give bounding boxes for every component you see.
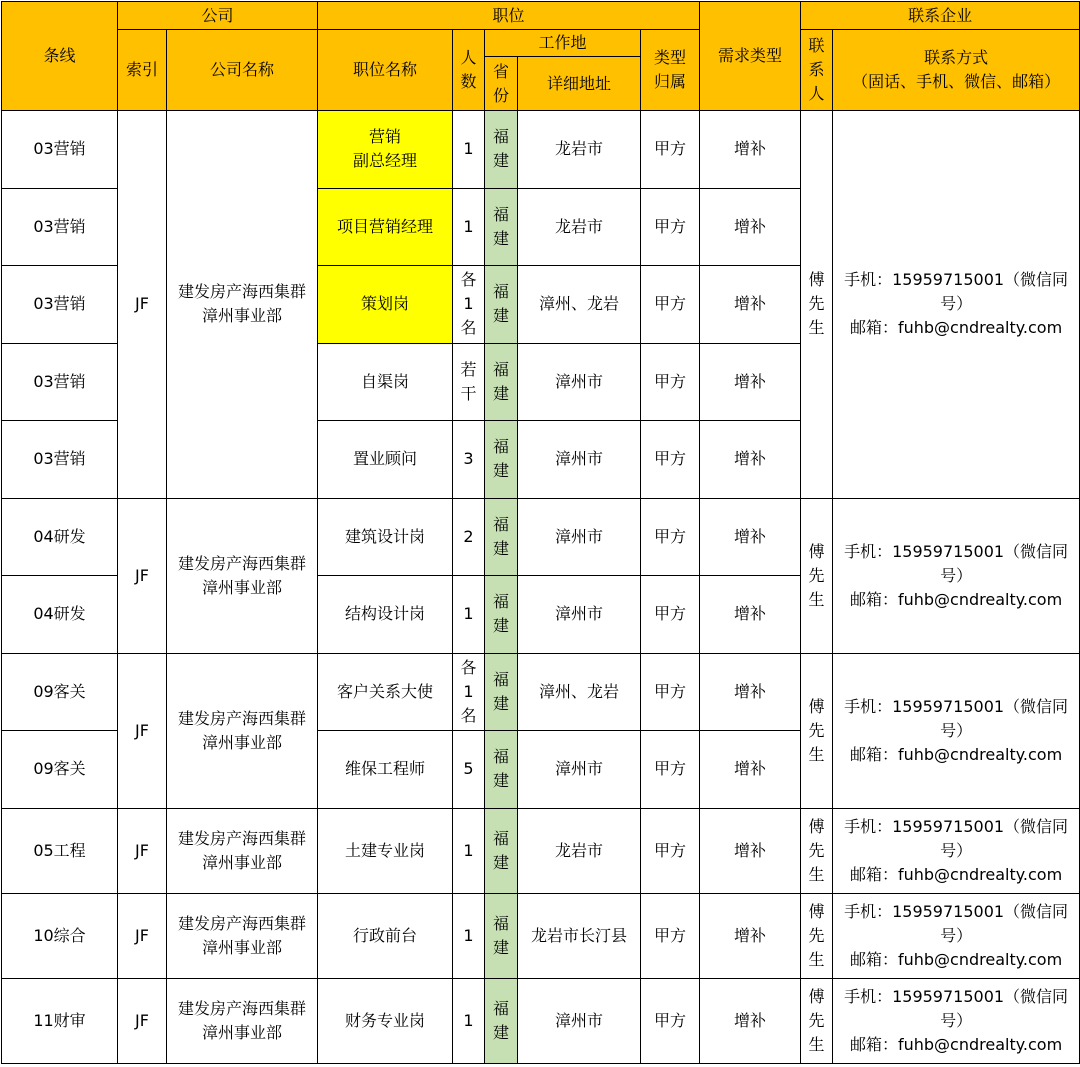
province-cell	[485, 111, 518, 189]
contact-method-cell	[833, 653, 1080, 808]
province-value: 福建	[493, 127, 510, 171]
contact-person-value: 傅先生	[808, 270, 825, 338]
headcount-cell	[453, 421, 485, 499]
position-name-line: 维保工程师	[345, 759, 426, 779]
company-name-line: 建发房产海西集群	[178, 553, 307, 573]
demand-cell: 增补	[700, 731, 801, 809]
company-cell	[167, 498, 318, 653]
headcount-value: 1	[463, 604, 474, 624]
position-cell	[318, 576, 453, 654]
address-cell: 漳州市	[518, 498, 641, 576]
type-cell: 甲方	[641, 421, 700, 499]
position-cell	[318, 653, 453, 731]
headcount-value: 5	[463, 759, 474, 779]
company-cell	[167, 111, 318, 499]
headcount-value: 1	[463, 840, 474, 860]
type-cell: 甲方	[641, 653, 700, 731]
province-value: 福建	[493, 828, 510, 872]
contact-person-cell	[801, 498, 833, 653]
position-name-line: 行政前台	[353, 925, 418, 945]
type-cell: 甲方	[641, 111, 700, 189]
company-cell	[167, 978, 318, 1063]
position-name-line: 客户关系大使	[337, 681, 434, 701]
province-cell	[485, 421, 518, 499]
position-name-line: 项目营销经理	[337, 216, 434, 236]
contact-email: 邮箱：fuhb@cndrealty.com	[849, 864, 1063, 884]
contact-person-cell	[801, 111, 833, 499]
contact-person-value: 傅先生	[808, 986, 825, 1054]
header-company-name: 公司名称	[167, 30, 318, 111]
company-cell	[167, 893, 318, 978]
table-row	[2, 111, 1080, 189]
table-row	[2, 653, 1080, 731]
contact-person-cell	[801, 808, 833, 893]
headcount-value: 各1名	[460, 270, 477, 338]
contact-person-value: 傅先生	[808, 541, 825, 609]
contact-email: 邮箱：fuhb@cndrealty.com	[849, 1034, 1063, 1054]
address-cell: 龙岩市	[518, 188, 641, 266]
position-name-line: 营销	[369, 127, 402, 147]
province-cell	[485, 653, 518, 731]
province-cell	[485, 731, 518, 809]
company-name-line: 建发房产海西集群	[178, 913, 307, 933]
demand-cell: 增补	[700, 653, 801, 731]
province-value: 福建	[493, 204, 510, 248]
demand-cell: 增补	[700, 808, 801, 893]
header-address: 详细地址	[518, 57, 641, 111]
line-cell: 05工程	[2, 808, 118, 893]
header-company-group: 公司	[118, 2, 318, 30]
contact-phone: 手机：15959715001（微信同号）	[844, 816, 1069, 860]
line-cell: 03营销	[2, 343, 118, 421]
type-cell: 甲方	[641, 731, 700, 809]
type-cell: 甲方	[641, 266, 700, 344]
position-name-line: 建筑设计岗	[345, 526, 426, 546]
company-name-line: 漳州事业部	[202, 937, 283, 957]
position-cell	[318, 978, 453, 1063]
headcount-value: 1	[463, 216, 474, 236]
demand-cell: 增补	[700, 498, 801, 576]
header-contact-method: 联系方式 （固话、手机、微信、邮箱）	[833, 30, 1080, 111]
demand-cell: 增补	[700, 343, 801, 421]
address-cell: 龙岩市长汀县	[518, 893, 641, 978]
demand-cell: 增补	[700, 893, 801, 978]
company-cell	[167, 653, 318, 808]
contact-phone: 手机：15959715001（微信同号）	[844, 986, 1069, 1030]
headcount-value: 1	[463, 139, 474, 159]
contact-phone: 手机：15959715001（微信同号）	[844, 270, 1069, 314]
address-cell: 漳州市	[518, 576, 641, 654]
headcount-cell	[453, 188, 485, 266]
company-name-line: 漳州事业部	[202, 577, 283, 597]
position-name-line: 财务专业岗	[345, 1010, 426, 1030]
demand-cell: 增补	[700, 978, 801, 1063]
type-cell: 甲方	[641, 978, 700, 1063]
type-cell: 甲方	[641, 576, 700, 654]
position-name-line: 策划岗	[361, 294, 410, 314]
line-cell: 04研发	[2, 498, 118, 576]
province-value: 福建	[493, 913, 510, 957]
company-name-line: 建发房产海西集群	[178, 708, 307, 728]
contact-email: 邮箱：fuhb@cndrealty.com	[849, 318, 1063, 338]
company-name-line: 漳州事业部	[202, 1022, 283, 1042]
contact-method-cell	[833, 111, 1080, 499]
contact-email: 邮箱：fuhb@cndrealty.com	[849, 589, 1063, 609]
address-cell: 漳州市	[518, 731, 641, 809]
demand-cell: 增补	[700, 111, 801, 189]
company-name-line: 漳州事业部	[202, 732, 283, 752]
line-cell: 03营销	[2, 188, 118, 266]
headcount-value: 各1名	[460, 657, 477, 725]
company-name-line: 建发房产海西集群	[178, 998, 307, 1018]
address-cell: 龙岩市	[518, 808, 641, 893]
province-value: 福建	[493, 998, 510, 1042]
address-cell: 漳州、龙岩	[518, 653, 641, 731]
header-index: 索引	[118, 30, 167, 111]
province-value: 福建	[493, 282, 510, 326]
province-cell	[485, 498, 518, 576]
index-cell: JF	[118, 808, 167, 893]
company-cell	[167, 808, 318, 893]
headcount-cell	[453, 576, 485, 654]
headcount-cell	[453, 808, 485, 893]
contact-person-cell	[801, 653, 833, 808]
contact-person-cell	[801, 978, 833, 1063]
province-value: 福建	[493, 514, 510, 558]
index-cell: JF	[118, 498, 167, 653]
contact-method-cell	[833, 808, 1080, 893]
company-name-line: 漳州事业部	[202, 852, 283, 872]
index-cell: JF	[118, 653, 167, 808]
province-cell	[485, 576, 518, 654]
position-cell	[318, 188, 453, 266]
table-header	[2, 2, 1080, 111]
contact-email: 邮箱：fuhb@cndrealty.com	[849, 949, 1063, 969]
contact-method-cell	[833, 498, 1080, 653]
province-value: 福建	[493, 359, 510, 403]
table-row	[2, 808, 1080, 893]
province-cell	[485, 978, 518, 1063]
table-row	[2, 893, 1080, 978]
province-cell	[485, 808, 518, 893]
line-cell: 09客关	[2, 653, 118, 731]
type-cell: 甲方	[641, 188, 700, 266]
contact-method-cell	[833, 978, 1080, 1063]
header-contact-person: 联系人	[801, 30, 833, 111]
contact-phone: 手机：15959715001（微信同号）	[844, 541, 1069, 585]
headcount-value: 3	[463, 449, 474, 469]
province-value: 福建	[493, 592, 510, 636]
header-line: 条线	[2, 2, 118, 111]
line-cell: 03营销	[2, 111, 118, 189]
header-position-name: 职位名称	[318, 30, 453, 111]
province-cell	[485, 266, 518, 344]
position-name-line: 自渠岗	[361, 371, 410, 391]
province-value: 福建	[493, 437, 510, 481]
position-name-line: 结构设计岗	[345, 604, 426, 624]
header-headcount: 人数	[453, 30, 485, 111]
header-workplace: 工作地	[485, 30, 641, 57]
type-cell: 甲方	[641, 893, 700, 978]
address-cell: 漳州市	[518, 421, 641, 499]
header-type-belong: 类型归属	[641, 30, 700, 111]
index-cell: JF	[118, 111, 167, 499]
header-contact-group: 联系企业	[801, 2, 1080, 30]
demand-cell: 增补	[700, 188, 801, 266]
demand-cell: 增补	[700, 576, 801, 654]
headcount-cell	[453, 893, 485, 978]
province-cell	[485, 893, 518, 978]
position-name-line: 副总经理	[353, 151, 418, 171]
position-cell	[318, 808, 453, 893]
position-cell	[318, 343, 453, 421]
position-cell	[318, 731, 453, 809]
headcount-value: 1	[463, 925, 474, 945]
recruitment-table	[1, 1, 1080, 1064]
position-cell	[318, 266, 453, 344]
type-cell: 甲方	[641, 808, 700, 893]
position-cell	[318, 421, 453, 499]
headcount-cell	[453, 653, 485, 731]
headcount-cell	[453, 498, 485, 576]
position-cell	[318, 111, 453, 189]
contact-person-value: 傅先生	[808, 816, 825, 884]
line-cell: 11财审	[2, 978, 118, 1063]
contact-method-cell	[833, 893, 1080, 978]
type-cell: 甲方	[641, 343, 700, 421]
demand-cell: 增补	[700, 266, 801, 344]
headcount-cell	[453, 111, 485, 189]
headcount-cell	[453, 266, 485, 344]
province-cell	[485, 343, 518, 421]
index-cell: JF	[118, 893, 167, 978]
company-name-line: 建发房产海西集群	[178, 282, 307, 302]
position-cell	[318, 893, 453, 978]
header-province: 省份	[485, 57, 518, 111]
company-name-line: 漳州事业部	[202, 306, 283, 326]
address-cell: 漳州市	[518, 978, 641, 1063]
contact-phone: 手机：15959715001（微信同号）	[844, 696, 1069, 740]
line-cell: 04研发	[2, 576, 118, 654]
table-row	[2, 498, 1080, 576]
contact-email: 邮箱：fuhb@cndrealty.com	[849, 744, 1063, 764]
type-cell: 甲方	[641, 498, 700, 576]
contact-person-value: 傅先生	[808, 901, 825, 969]
position-name-line: 置业顾问	[353, 449, 418, 469]
headcount-value: 2	[463, 526, 474, 546]
table-body	[2, 111, 1080, 1064]
line-cell: 09客关	[2, 731, 118, 809]
headcount-value: 若干	[460, 359, 477, 403]
headcount-cell	[453, 978, 485, 1063]
province-value: 福建	[493, 669, 510, 713]
headcount-cell	[453, 731, 485, 809]
contact-person-value: 傅先生	[808, 696, 825, 764]
line-cell: 10综合	[2, 893, 118, 978]
line-cell: 03营销	[2, 421, 118, 499]
address-cell: 漳州、龙岩	[518, 266, 641, 344]
header-position-group: 职位	[318, 2, 700, 30]
line-cell: 03营销	[2, 266, 118, 344]
province-cell	[485, 188, 518, 266]
company-name-line: 建发房产海西集群	[178, 828, 307, 848]
table-row	[2, 978, 1080, 1063]
contact-phone: 手机：15959715001（微信同号）	[844, 901, 1069, 945]
position-name-line: 土建专业岗	[345, 840, 426, 860]
position-cell	[318, 498, 453, 576]
demand-cell: 增补	[700, 421, 801, 499]
index-cell: JF	[118, 978, 167, 1063]
header-demand-type: 需求类型	[700, 2, 801, 111]
province-value: 福建	[493, 747, 510, 791]
contact-person-cell	[801, 893, 833, 978]
headcount-value: 1	[463, 1010, 474, 1030]
headcount-cell	[453, 343, 485, 421]
address-cell: 龙岩市	[518, 111, 641, 189]
address-cell: 漳州市	[518, 343, 641, 421]
